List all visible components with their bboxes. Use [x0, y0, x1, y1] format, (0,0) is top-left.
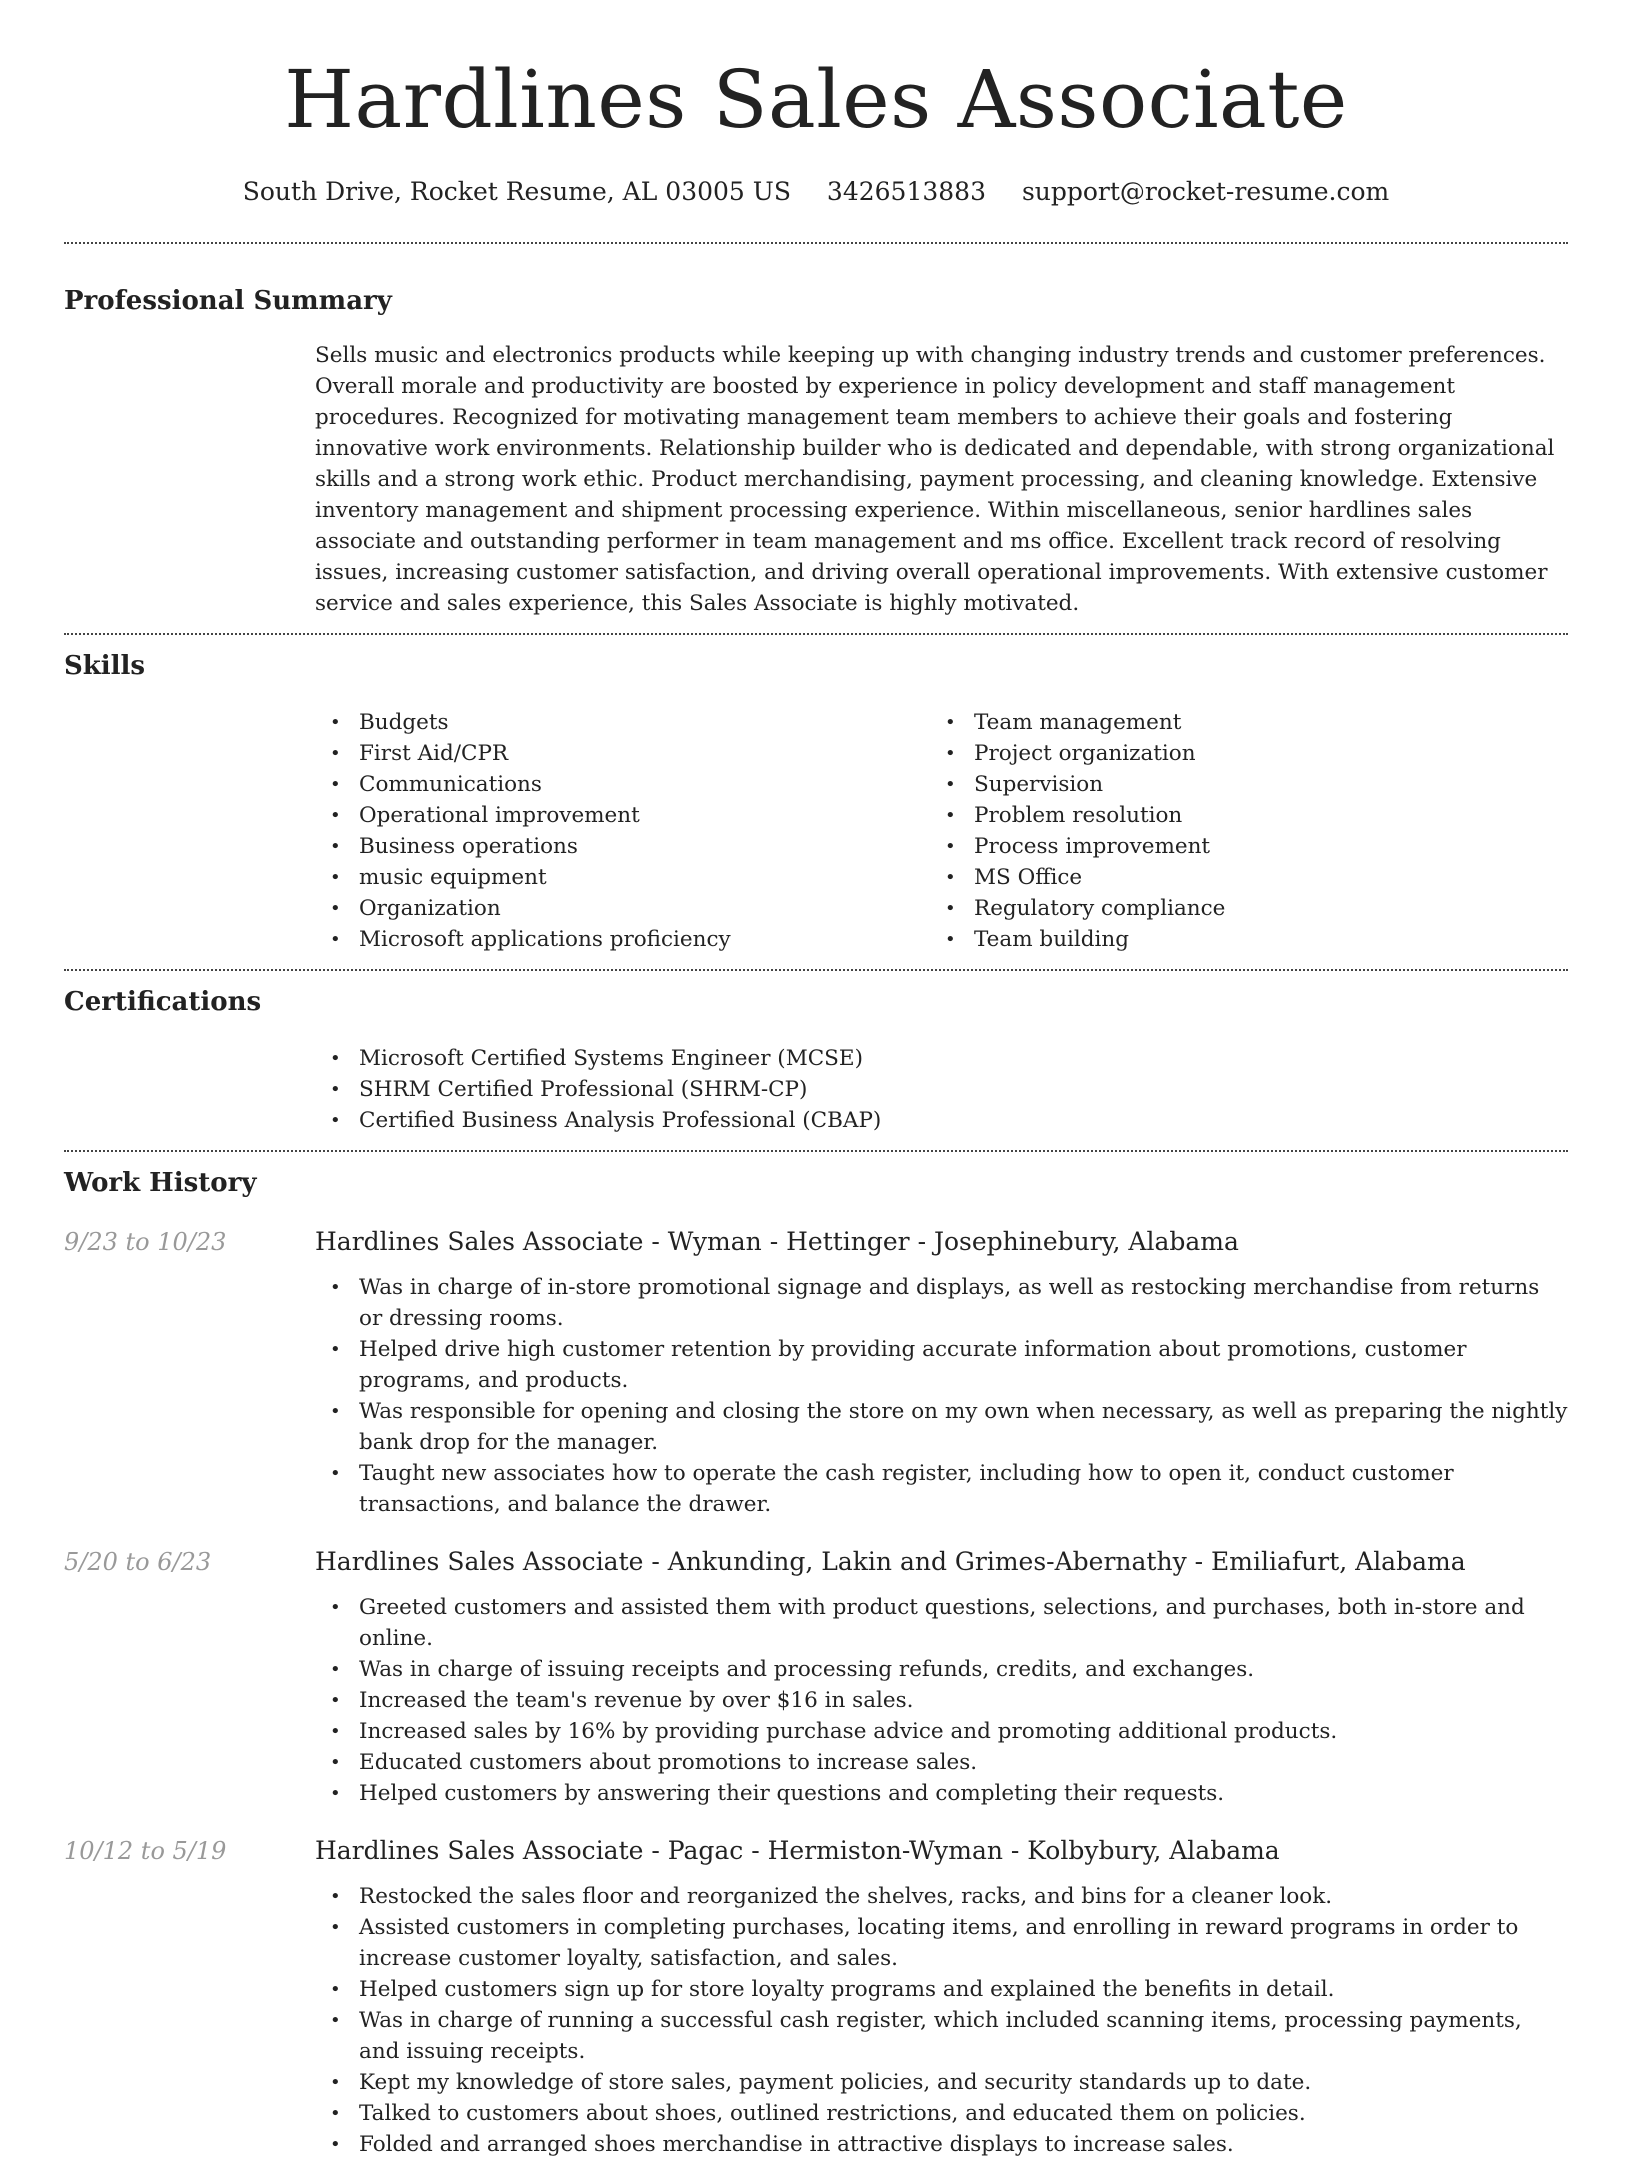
job-title: Hardlines Sales Associate - Ankunding, Lakin and Grimes-Abernathy - Emiliafurt, Alabama: [315, 1547, 1466, 1576]
job-bullet: • Increased the team's revenue by over $16 in sales.: [315, 1685, 1568, 1716]
contact-address: South Drive, Rocket Resume, AL 03005 US: [242, 177, 791, 206]
contact-email: support@rocket-resume.com: [1021, 177, 1390, 206]
skills-section: [64, 635, 1568, 969]
skill-item: • Problem resolution: [930, 800, 1545, 831]
job-bullet-list: [315, 1881, 1568, 2160]
job-bullet: • Talked to customers about shoes, outlined restrictions, and educated them on policies.: [315, 2098, 1568, 2129]
skill-item: • First Aid/CPR: [315, 738, 930, 769]
certifications-heading: Certifications: [64, 987, 262, 1017]
skill-item: • Communications: [315, 769, 930, 800]
job-entry: [64, 1835, 1568, 2160]
job-bullet: • Was responsible for opening and closing the store on my own when necessary, as well as preparing the nightly bank drop for the manager.: [315, 1396, 1568, 1458]
certifications-list: [315, 1043, 1568, 1136]
skill-item: • Team management: [930, 707, 1545, 738]
work-history-heading: Work History: [64, 1168, 257, 1198]
job-bullet: • Assisted customers in completing purchases, locating items, and enrolling in reward programs in order to increase customer loyalty, satisfaction, and sales.: [315, 1912, 1568, 1974]
job-bullet: • Greeted customers and assisted them with product questions, selections, and purchases, both in-store and online.: [315, 1592, 1568, 1654]
job-bullet: • Was in charge of in-store promotional signage and displays, as well as restocking merchandise from returns or dressing rooms.: [315, 1272, 1568, 1334]
skill-item: • MS Office: [930, 862, 1545, 893]
skill-item: • music equipment: [315, 862, 930, 893]
skill-item: • Supervision: [930, 769, 1545, 800]
skill-item: • Budgets: [315, 707, 930, 738]
job-list: [64, 1226, 1568, 2160]
work-history-section: [64, 1152, 1568, 2160]
skill-item: • Organization: [315, 893, 930, 924]
contact-line: [64, 176, 1568, 208]
resume-name: Hardlines Sales Associate: [284, 53, 1348, 146]
job-bullet: • Helped drive high customer retention by providing accurate information about promotions, customer programs, and products.: [315, 1334, 1568, 1396]
job-bullet: • Taught new associates how to operate the cash register, including how to open it, conduct customer transactions, and balance the drawer.: [315, 1458, 1568, 1520]
job-bullet: • Helped customers sign up for store loyalty programs and explained the benefits in detail.: [315, 1974, 1568, 2005]
skills-list-left: [315, 707, 930, 955]
summary-heading: Professional Summary: [64, 286, 392, 316]
contact-phone: 3426513883: [826, 177, 986, 206]
skill-item: • Business operations: [315, 831, 930, 862]
summary-section: [64, 244, 1568, 633]
job-bullet: • Was in charge of running a successful cash register, which included scanning items, processing payments, and issuing receipts.: [315, 2005, 1568, 2067]
job-title: Hardlines Sales Associate - Wyman - Hettinger - Josephinebury, Alabama: [315, 1227, 1239, 1256]
job-bullet: • Restocked the sales floor and reorganized the shelves, racks, and bins for a cleaner look.: [315, 1881, 1568, 1912]
job-entry: [64, 1226, 1568, 1520]
certifications-section: [64, 971, 1568, 1150]
skill-item: • Process improvement: [930, 831, 1545, 862]
job-bullet: • Kept my knowledge of store sales, payment policies, and security standards up to date.: [315, 2067, 1568, 2098]
job-bullet: • Was in charge of issuing receipts and processing refunds, credits, and exchanges.: [315, 1654, 1568, 1685]
skills-heading: Skills: [64, 651, 146, 681]
skill-item: • Regulatory compliance: [930, 893, 1545, 924]
skill-item: • Team building: [930, 924, 1545, 955]
skill-item: • Project organization: [930, 738, 1545, 769]
job-date: 9/23 to 10/23: [64, 1228, 227, 1256]
job-bullet: • Educated customers about promotions to increase sales.: [315, 1747, 1568, 1778]
skills-list-right: [930, 707, 1545, 955]
skill-item: • Microsoft applications proficiency: [315, 924, 930, 955]
job-date: 10/12 to 5/19: [64, 1837, 227, 1865]
certification-item: • Certified Business Analysis Professional (CBAP): [315, 1105, 1568, 1136]
summary-text: Sells music and electronics products while keeping up with changing industry trends and customer preferences. Overall morale and productivity are boosted by experience in policy development and staff management procedures. Recognized for motivating management team members to achieve their goals and fostering innovative work environments. Relationship builder who is dedicated and dependable, with strong organizational skills and a strong work ethic. Product merchandising, payment processing, and cleaning knowledge. Extensive inventory management and shipment processing experience. Within miscellaneous, senior hardlines sales associate and outstanding performer in team management and ms office. Excellent track record of resolving issues, increasing customer satisfaction, and driving overall operational improvements. With extensive customer service and sales experience, this Sales Associate is highly motivated.: [315, 343, 1555, 616]
skill-item: • Operational improvement: [315, 800, 930, 831]
job-title: Hardlines Sales Associate - Pagac - Hermiston-Wyman - Kolbybury, Alabama: [315, 1836, 1280, 1865]
job-bullet-list: [315, 1272, 1568, 1520]
job-bullet: • Folded and arranged shoes merchandise in attractive displays to increase sales.: [315, 2129, 1568, 2160]
job-bullet: • Increased sales by 16% by providing purchase advice and promoting additional products.: [315, 1716, 1568, 1747]
certification-item: • SHRM Certified Professional (SHRM-CP): [315, 1074, 1568, 1105]
job-bullet-list: [315, 1592, 1568, 1809]
job-bullet: • Helped customers by answering their questions and completing their requests.: [315, 1778, 1568, 1809]
certification-item: • Microsoft Certified Systems Engineer (MCSE): [315, 1043, 1568, 1074]
job-date: 5/20 to 6/23: [64, 1548, 212, 1576]
job-entry: [64, 1546, 1568, 1809]
